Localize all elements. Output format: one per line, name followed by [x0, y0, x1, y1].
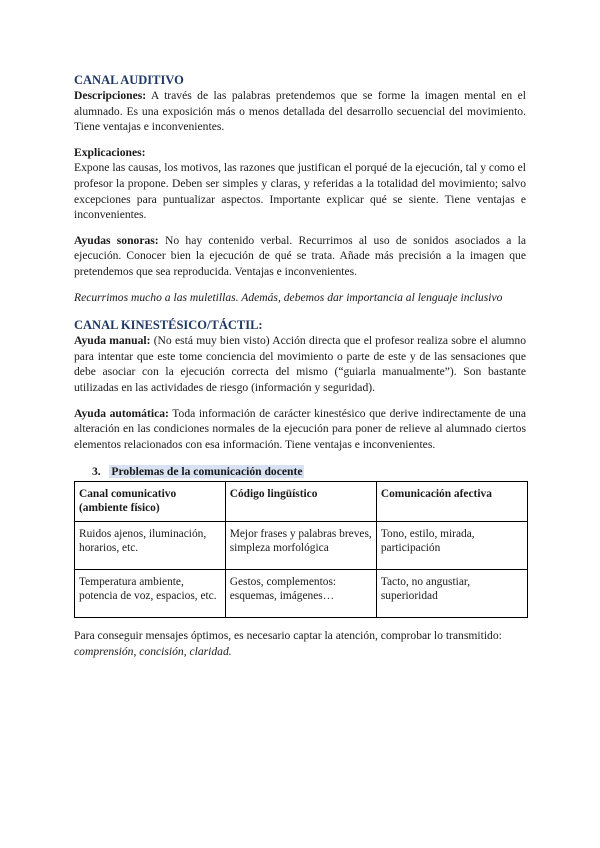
table-cell: Tono, estilo, mirada, participación: [376, 522, 527, 570]
paragraph-ayudas-sonoras: [74, 233, 526, 280]
paragraph-explicaciones: Expone las causas, los motivos, las razones que justifican el porqué de la ejecución, tal y como el profesor la propone. Deben ser simples y claras, y referidas a la totalidad del movimiento; salvo excepciones para puntualizar aspectos. Importante explicar qué se siente. Tiene ventajas e inconvenientes.: [74, 161, 526, 222]
note-muletillas: Recurrimos mucho a las muletillas. Además, debemos dar importancia al lenguaje inclusivo: [74, 290, 503, 304]
text-conclusion-italic: comprensión, concisión, claridad.: [74, 644, 232, 658]
term-ayuda-manual: Ayuda manual:: [74, 334, 151, 348]
problems-table: [74, 481, 528, 618]
paragraph-descripciones: [74, 88, 526, 135]
text-conclusion: Para conseguir mensajes óptimos, es necesario captar la atención, comprobar lo transmitido:: [74, 629, 502, 643]
text-ayuda-manual: (No está muy bien visto) Acción directa que el profesor realiza sobre el alumno para intentar que este tome conciencia del movimiento o parte de este y de las sensaciones que debe asociar con la ejecución correcta del mismo (“guiarla manualmente”). Son bastante utilizadas en las actividades de riesgo (información y seguridad).: [74, 334, 526, 394]
heading-canal-kinestesico: CANAL KINESTÉSICO/TÁCTIL:: [74, 318, 263, 333]
section-title-problemas: [92, 464, 526, 479]
table-cell: Ruidos ajenos, iluminación, horarios, etc.: [75, 522, 226, 570]
paragraph-ayuda-automatica: [74, 406, 526, 453]
document-content: [74, 72, 526, 659]
table-row: [75, 570, 528, 618]
table-header-canal: Canal comunicativo (ambiente físico): [75, 482, 226, 522]
text-ayudas-sonoras: No hay contenido verbal. Recurrimos al uso de sonidos asociados a la ejecución. Conocer bien la ejecución de qué se trata. Añade más precisión a la imagen que pretendemos que sea reproducida. Ventajas e inconvenientes.: [74, 233, 526, 278]
paragraph-ayuda-manual: [74, 333, 526, 395]
section-number: 3.: [92, 465, 101, 479]
table-cell: Mejor frases y palabras breves, simpleza morfológica: [225, 522, 376, 570]
table-cell: Tacto, no angustiar, superioridad: [376, 570, 527, 618]
table-header-afectiva: Comunicación afectiva: [376, 482, 527, 522]
term-ayuda-automatica: Ayuda automática:: [74, 406, 169, 420]
text-ayuda-automatica: Toda información de carácter kinestésico que derive indirectamente de una alteración en las condiciones normales de la ejecución para poner de relieve al alumnado ciertos elementos relacionados con esa información. Tiene ventajas e inconvenientes.: [74, 406, 526, 451]
table-header-codigo: Código lingüístico: [225, 482, 376, 522]
table-row: [75, 522, 528, 570]
section-title-text: Problemas de la comunicación docente: [111, 465, 303, 479]
table-cell: Temperatura ambiente, potencia de voz, espacios, etc.: [75, 570, 226, 618]
term-explicaciones-line: [74, 145, 526, 161]
term-explicaciones: Explicaciones:: [74, 145, 146, 159]
table-cell: Gestos, complementos: esquemas, imágenes…: [225, 570, 376, 618]
heading-canal-auditivo: CANAL AUDITIVO: [74, 73, 184, 87]
table-header-row: [75, 482, 528, 522]
paragraph-conclusion: [74, 628, 526, 659]
text-descripciones: A través de las palabras pretendemos que se forme la imagen mental en el alumnado. Es una exposición más o menos detallada del desarrollo secuencial del movimiento. Tiene ventajas e inconvenientes.: [74, 89, 526, 134]
term-ayudas-sonoras: Ayudas sonoras:: [74, 233, 159, 247]
term-descripciones: Descripciones:: [74, 89, 147, 102]
